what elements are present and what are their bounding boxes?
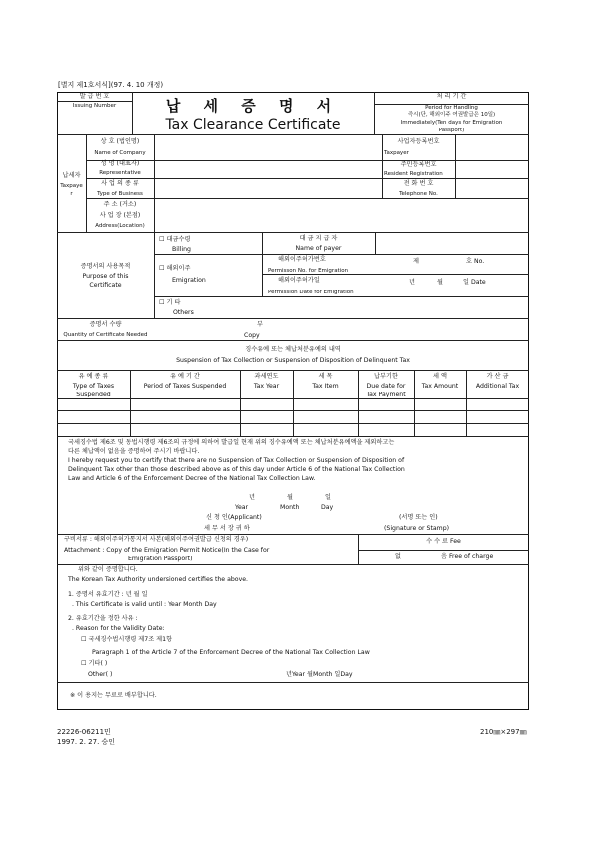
quantity-label-en: Quantity of Certificate Needed (63, 332, 148, 338)
permission-date-day: 일 Date (463, 279, 486, 286)
address-label: 주 소 (거소) (103, 201, 137, 208)
address-label-en: Address(Location) (95, 223, 145, 229)
request-day-en: Day (321, 504, 334, 511)
form-code-footer: 22226-06211민 (57, 728, 111, 736)
certify-en: The Korean Tax Authority undersioned certifies the above. (68, 576, 249, 583)
permission-date-label: 해외이주허가일 (278, 277, 320, 284)
suspension-col-6-ko: 가 산 금 (486, 373, 509, 380)
business-type-label: 사 업 의 종 류 (101, 180, 139, 187)
quantity-label: 증명서 수량 (89, 321, 122, 328)
period-label: 처 리 기 간 (436, 93, 467, 100)
paper-size: 210㎜×297㎜ (480, 728, 527, 736)
issuing-number-label-en: Issuing Number (72, 103, 117, 109)
company-name-label: 상 호 (법인명) (100, 138, 140, 145)
request-en-line3: Law and Article 6 of the Enforcement Decree of the National Tax Collection Law. (68, 475, 316, 482)
suspension-col-0-en2: Suspended (76, 392, 111, 397)
permission-number-label: 해외이주허가번호 (278, 256, 326, 263)
suspension-col-5-en: Tax Amount (421, 383, 459, 390)
request-month-en: Month (280, 504, 300, 511)
title-english: Tax Clearance Certificate (165, 117, 341, 133)
tax-office-chief: 세 무 서 장 귀 하 (204, 525, 250, 532)
telephone-label: 전 화 번 호 (403, 180, 434, 187)
permission-date-year: 년 (409, 279, 415, 286)
suspension-col-5-ko: 세 액 (433, 373, 447, 380)
period-label-en: Period for Handling (425, 105, 478, 111)
payer-label-en: Name of payer (295, 245, 342, 252)
suspension-title-en: Suspension of Tax Collection or Suspension of Disposition of Delinquent Tax (176, 357, 410, 364)
taxpayer-number-label-en: Taxpayer (384, 150, 409, 156)
fee-none-ko: 없 (395, 553, 401, 560)
signature-label: (서명 또는 인) (399, 514, 438, 521)
suspension-col-0-ko: 유 예 종 류 (78, 373, 109, 380)
applicant-signature-field[interactable] (290, 512, 390, 524)
period-detail: 즉시(단, 해외이주 여권발급은 10일) (407, 112, 496, 118)
representative-field[interactable] (155, 161, 381, 177)
validity-ko: 1. 증명서 유효기간 : 년 월 일 (68, 591, 148, 598)
permission-date-month: 월 (437, 279, 443, 286)
suspension-col-2-en: Tax Year (253, 383, 280, 390)
telephone-field[interactable] (456, 179, 528, 197)
suspension-col-0-en: Type of Taxes (72, 383, 115, 390)
reason-option-other[interactable]: ☐ 기타( ) (81, 660, 108, 667)
billing-label-en: Billing (172, 246, 191, 253)
period-detail-en: Immediately(Ten days for Emigration (400, 120, 503, 126)
resident-number-field[interactable] (456, 161, 528, 177)
billing-checkbox[interactable]: ☐ 대금수령 (159, 236, 191, 243)
free-distribution-note: ※ 이 용지는 무료로 배부합니다. (70, 692, 157, 699)
title-korean: 납 세 증 명 서 (165, 97, 341, 115)
suspension-col-3-en: Tax Item (312, 383, 339, 390)
purpose-label-en: Purpose of this (82, 273, 129, 280)
quantity-field[interactable] (160, 320, 240, 338)
suspension-col-6-en: Additional Tax (475, 383, 520, 390)
suspension-col-3-ko: 세 목 (318, 373, 333, 380)
reason-option-decree-en: Paragraph 1 of the Article 7 of the Enforcement Decree of the National Tax Collection Law (92, 649, 370, 656)
attachment-ko: 구비서류 : 해외이주허가통지서 사본(해외이주여권발급 신청의 경우) (64, 536, 249, 543)
representative-label: 성 명 (대표자) (100, 160, 140, 167)
business-type-field[interactable] (155, 179, 381, 197)
issuing-number-label: 발 급 번 호 (79, 93, 110, 100)
request-month: 월 (287, 494, 293, 501)
taxpayer-section-label-en2: r (70, 191, 73, 197)
fee-label: 수 수 료 Fee (426, 538, 461, 545)
others-checkbox[interactable]: ☐ 기 타 (159, 299, 181, 306)
representative-label-en: Representative (99, 170, 141, 176)
permission-number-label-en: Permisson No. for Emigration (268, 268, 349, 274)
address-field[interactable] (155, 199, 528, 231)
certification-date-line: 년Year 월Month 일Day (286, 671, 353, 678)
suspension-col-1-ko: 유 예 기 간 (170, 373, 200, 380)
address-label-2: 사 업 장 (본점) (99, 212, 141, 219)
reason-option-other-en: Other( ) (88, 671, 113, 678)
certify-ko: 위와 같이 증명합니다. (78, 566, 138, 573)
business-type-label-en: Type of Business (97, 191, 143, 197)
period-detail-en2: Passport) (438, 128, 465, 133)
permission-number-suffix: 호 No. (466, 258, 485, 265)
request-en-line2: Delinquent Tax other than those described above as of this day under Article 6 of the National Tax Collection (68, 466, 405, 473)
suspension-col-1-en: Period of Taxes Suspended (143, 383, 227, 390)
emigration-checkbox[interactable]: ☐ 해외이주 (159, 265, 191, 272)
company-name-label-en: Name of Company (94, 150, 146, 156)
suspension-title: 징수유예 또는 체납처분유예의 내역 (245, 346, 341, 353)
fee-none-en: 음 Free of charge (441, 553, 494, 560)
suspension-col-4-en2: Tax Payment (366, 392, 406, 397)
telephone-label-en: Telephone No. (399, 191, 438, 197)
reason-option-decree[interactable]: ☐ 국세징수법시행령 제7조 제1항 (81, 636, 173, 643)
payer-label: 대 금 지 급 자 (299, 235, 338, 242)
emigration-label-en: Emigration (172, 277, 206, 284)
request-day: 일 (325, 494, 331, 501)
others-label-en: Others (173, 309, 194, 316)
suspension-col-4-ko: 납부기한 (374, 373, 398, 380)
approval-date: 1997. 2. 27. 승인 (57, 738, 116, 746)
request-year-en: Year (235, 504, 249, 511)
signature-label-en: (Signature or Stamp) (384, 525, 450, 532)
resident-number-label-en: Resident Registration (384, 171, 443, 177)
purpose-label-en2: Certificate (89, 282, 122, 289)
request-en-line1: I hereby request you to certify that there are no Suspension of Tax Collection or Suspension of Disposition of (68, 457, 405, 464)
quantity-unit: 부 (257, 321, 263, 328)
suspension-col-2-ko: 과세연도 (254, 373, 279, 380)
permission-date-label-en: Permission Date for Emigration (268, 290, 354, 295)
request-ko-line1: 국세징수법 제6조 및 동법시행령 제6조의 규정에 의하여 발급일 현재 위의 징수유예액 또는 체납처분유예액을 제외하고는 (68, 439, 395, 446)
request-ko-line2: 다른 체납액이 없음을 증명하여 주시기 바랍니다. (68, 448, 200, 455)
taxpayer-number-label: 사업자등록번호 (397, 138, 440, 145)
attachment-en2: Emigration Passport) (128, 556, 193, 562)
reason-en: . Reason for the Validity Date: (72, 625, 165, 632)
applicant-label: 신 청 인(Applicant) (206, 514, 262, 521)
permission-number-prefix: 제 (413, 258, 419, 265)
resident-number-label: 주민등록번호 (400, 161, 437, 168)
purpose-label: 증명서의 사용목적 (80, 263, 131, 270)
suspension-col-4-en: Due date for (366, 383, 406, 390)
company-name-field[interactable] (155, 135, 381, 159)
payer-name-field[interactable] (376, 233, 528, 253)
form-code: [별지 제1호서식](97. 4. 10 개정) (58, 81, 164, 89)
validity-en: . This Certificate is valid until : Year Month Day (72, 601, 217, 608)
taxpayer-section-label: 납세자 (62, 172, 81, 179)
attachment-en: Attachment : Copy of the Emigration Permit Notice(In the Case for (64, 547, 270, 554)
taxpayer-number-field[interactable] (456, 135, 528, 159)
request-year: 년 (249, 494, 255, 501)
reason-ko: 2. 유효기간을 정한 사유 : (68, 615, 138, 622)
quantity-unit-en: Copy (244, 332, 260, 339)
taxpayer-section-label-en: Taxpaye (60, 183, 83, 189)
